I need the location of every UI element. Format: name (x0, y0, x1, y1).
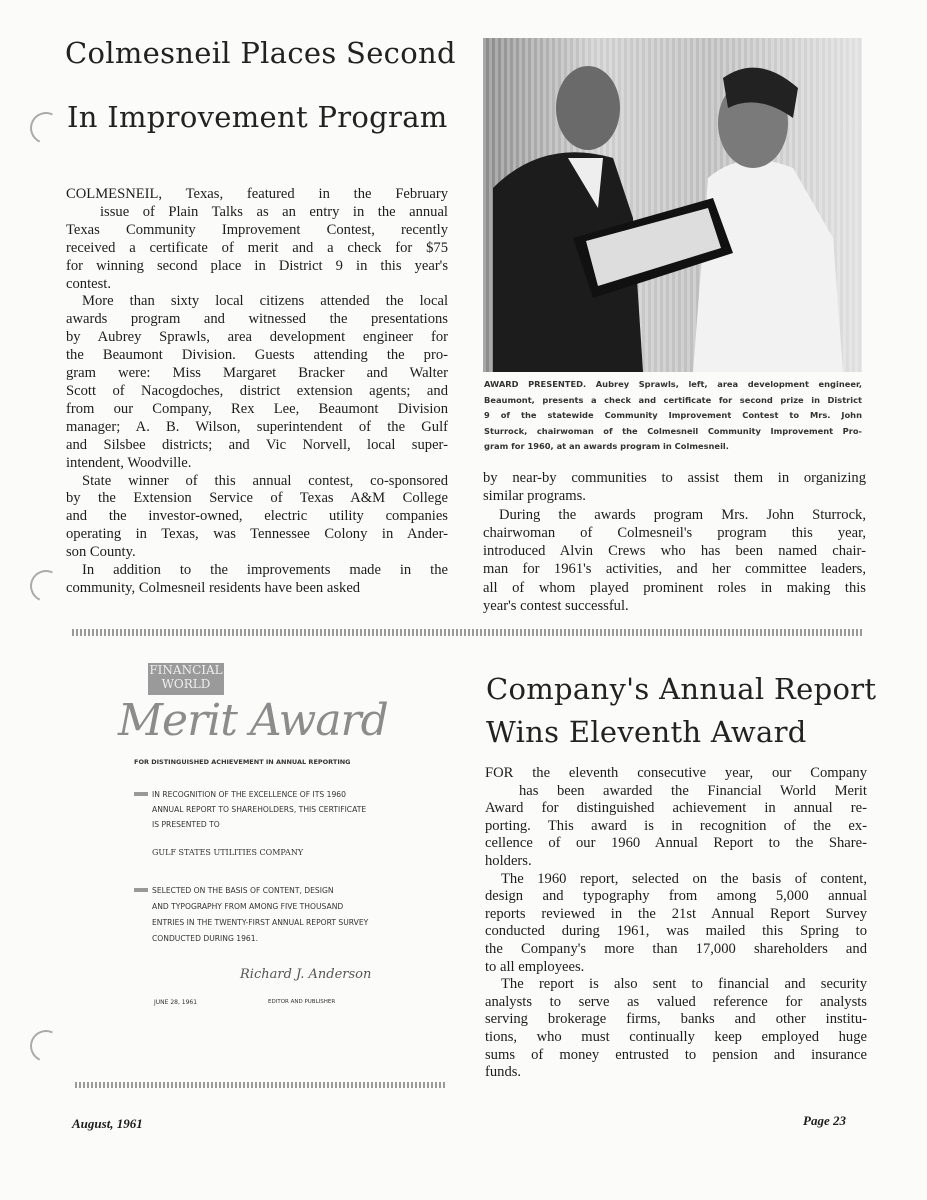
cert-line: IS PRESENTED TO (152, 820, 220, 829)
article1-title-line2: In Improvement Program (67, 100, 448, 134)
text-line: funds. (485, 1064, 522, 1081)
bullet-bar (134, 792, 148, 796)
text-line: by Aubrey Sprawls, area development engineer for (66, 329, 448, 346)
caption-line: AWARD PRESENTED. Aubrey Sprawls, left, area development engineer, (484, 379, 862, 389)
text-line: community, Colmesneil residents have been asked (66, 579, 361, 596)
text-line: and the investor-owned, electric utility companies (66, 508, 448, 525)
text-line: More than sixty local citizens attended the local (82, 293, 448, 310)
text-line: intendent, Woodville. (66, 454, 192, 471)
certificate-border (75, 1082, 445, 1088)
caption-line: gram for 1960, at an awards program in Colmesneil. (484, 441, 729, 452)
text-line: son County. (66, 544, 136, 561)
text-line: analysts to serve as valued reference for analysts (485, 993, 867, 1010)
financial-world-logo (148, 663, 224, 695)
text-line: State winner of this annual contest, co-sponsored (82, 472, 448, 489)
award-photo (483, 38, 862, 372)
text-line: Texas Community Improvement Contest, recently (66, 221, 448, 238)
article1-left-column (66, 186, 448, 598)
text-line: tions, who must continually keep employed huge (485, 1028, 867, 1045)
footer-date: August, 1961 (72, 1116, 143, 1131)
text-line: Award for distinguished achievement in annual re- (485, 800, 867, 817)
certificate-date: JUNE 28, 1961 (154, 999, 198, 1006)
text-line: issue of Plain Talks as an entry in the annual (100, 203, 448, 220)
article1-right-column (483, 469, 866, 615)
text-line: porting. This award is in recognition of the ex- (485, 817, 867, 834)
article2-title-line1: Company's Annual Report (486, 672, 877, 706)
text-line: The report is also sent to financial and security (501, 976, 867, 993)
text-line: The 1960 report, selected on the basis of content, (501, 870, 867, 887)
text-line: received a certificate of merit and a check for $75 (66, 239, 448, 256)
text-line: the Beaumont Division. Guests attending the pro- (66, 347, 448, 364)
text-line: to all employees. (485, 958, 585, 975)
certificate-recipient: GULF STATES UTILITIES COMPANY (152, 848, 304, 857)
text-line: chairwoman of Colmesneil's program this year, (483, 524, 866, 541)
text-line: contest. (66, 275, 111, 292)
text-line: has been awarded the Financial World Merit (519, 782, 867, 799)
text-line: design and typography from among 5,000 annual (485, 888, 867, 905)
merit-award-heading: Merit Award (118, 695, 388, 746)
text-line: by near-by communities to assist them in organizing (483, 470, 866, 486)
cert-line: AND TYPOGRAPHY FROM AMONG FIVE THOUSAND (152, 902, 344, 911)
photo-people-illustration (483, 38, 862, 372)
page-number: Page 23 (803, 1113, 846, 1128)
section-divider (72, 629, 864, 636)
cert-line: CONDUCTED DURING 1961. (152, 934, 259, 943)
text-line: year's contest successful. (483, 598, 629, 615)
text-line: and Silsbee districts; and Vic Norvell, local super- (66, 436, 448, 453)
article2-body (485, 765, 867, 1082)
cert-line: ANNUAL REPORT TO SHAREHOLDERS, THIS CERTIFICATE (152, 805, 367, 814)
text-line: holders. (485, 852, 532, 869)
text-line: conducted during 1961, was mailed this Spring to (485, 923, 867, 940)
text-line: reports reviewed in the 21st Annual Report Survey (485, 905, 867, 922)
text-line: introduced Alvin Crews who has been named chair- (483, 543, 866, 560)
text-line: man for 1961's activities, and her committee leaders, (483, 561, 866, 578)
photo-caption (484, 377, 862, 455)
text-line: gram were: Miss Margaret Bracker and Walter (66, 365, 448, 382)
bullet-bar (134, 888, 148, 892)
caption-line: Beaumont, presents a check and certificate for second prize in District (484, 394, 862, 405)
binder-hole (25, 107, 66, 148)
article2-title-line2: Wins Eleventh Award (486, 715, 807, 749)
signature: Richard J. Anderson (240, 967, 372, 982)
certificate-block1 (152, 787, 366, 832)
text-line: Scott of Nacogdoches, district extension agents; and (66, 382, 448, 399)
cert-line: ENTRIES IN THE TWENTY-FIRST ANNUAL REPORT SURVEY (152, 918, 369, 927)
text-line: from our Company, Rex Lee, Beaumont Division (66, 400, 448, 417)
text-line: In addition to the improvements made in the (82, 562, 448, 579)
caption-line: 9 of the statewide Community Improvement Contest to Mrs. John (484, 410, 862, 421)
text-line: similar programs. (483, 488, 586, 505)
text-line: for winning second place in District 9 in this year's (66, 257, 448, 274)
text-line: awards program and witnessed the presentations (66, 311, 448, 328)
text-line: sums of money entrusted to pension and insurance (485, 1046, 867, 1063)
text-line: manager; A. B. Wilson, superintendent of the Gulf (66, 418, 448, 435)
text-line: cellence of our 1960 Annual Report to the Share- (485, 835, 867, 852)
binder-hole (25, 1025, 66, 1066)
caption-line: Sturrock, chairwoman of the Colmesneil Community Improvement Pro- (484, 425, 862, 436)
text-line: During the awards program Mrs. John Sturrock, (499, 506, 866, 523)
logo-line: FINANCIAL (149, 663, 223, 677)
merit-award-certificate (72, 655, 448, 1075)
certificate-subheading: FOR DISTINGUISHED ACHIEVEMENT IN ANNUAL REPORTING (134, 758, 351, 766)
article1-title-line1: Colmesneil Places Second (65, 36, 456, 70)
text-line: by the Extension Service of Texas A&M College (66, 490, 448, 507)
cert-line: IN RECOGNITION OF THE EXCELLENCE OF ITS 1960 (152, 790, 346, 799)
text-line: COLMESNEIL, Texas, featured in the February (66, 186, 448, 202)
text-line: FOR the eleventh consecutive year, our Company (485, 765, 867, 781)
signer-title: EDITOR AND PUBLISHER (268, 999, 336, 1005)
cert-line: SELECTED ON THE BASIS OF CONTENT, DESIGN (152, 886, 334, 895)
logo-line: WORLD (161, 677, 211, 691)
text-line: all of whom played prominent roles in making this (483, 579, 866, 596)
text-line: serving brokerage firms, banks and other institu- (485, 1011, 867, 1028)
certificate-block2 (152, 883, 368, 947)
text-line: the Company's more than 17,000 shareholders and (485, 940, 867, 957)
binder-hole (25, 565, 66, 606)
text-line: operating in Texas, was Tennessee Colony in Ander- (66, 526, 448, 543)
